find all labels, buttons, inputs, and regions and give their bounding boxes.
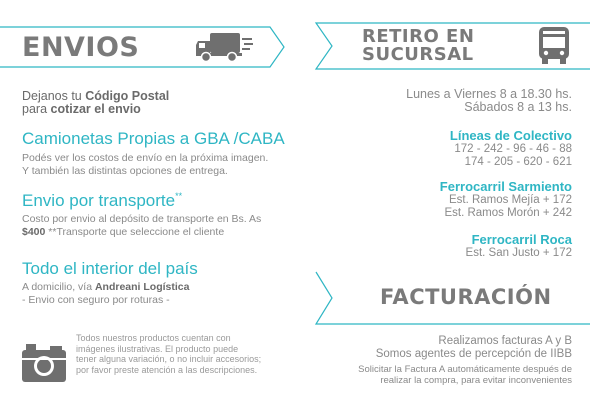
sarmiento-text xyxy=(444,194,572,220)
interior-line1-prefix: A domicilio, vía xyxy=(22,281,95,293)
hours-saturday: Sábados 8 a 13 hs. xyxy=(464,100,572,114)
bus-icon xyxy=(538,27,570,65)
retiro-title-line2: SUCURSAL xyxy=(362,44,474,65)
disclaimer-line4: por favor preste atención a las descripciones. xyxy=(76,364,258,375)
disclaimer-line3: tener alguna variación, o no incluir accesorios; xyxy=(76,354,262,364)
interior-heading: Todo el interior del país xyxy=(22,259,198,278)
envios-intro-line2 xyxy=(22,103,169,116)
transporte-price: $400 xyxy=(22,226,46,238)
facturacion-title: FACTURACIÓN xyxy=(380,285,552,309)
retiro-title xyxy=(362,28,474,64)
colectivo-heading: Líneas de Colectivo xyxy=(449,128,572,143)
interior-text xyxy=(22,281,189,307)
roca-heading: Ferrocarril Roca xyxy=(471,232,572,247)
disclaimer xyxy=(76,333,261,375)
transporte-line1: Costo por envio al depósito de transporte en Bs. As xyxy=(22,213,262,225)
transporte-line2-rest: **Transporte que seleccione el cliente xyxy=(45,226,225,238)
envios-title: ENVIOS xyxy=(22,32,140,63)
transporte-heading-mark: ** xyxy=(175,191,183,201)
hours-weekdays: Lunes a Viernes 8 a 18.30 hs. xyxy=(406,87,572,101)
facturacion-line1: Realizamos facturas A y B xyxy=(438,335,572,347)
facturacion-banner xyxy=(314,271,590,325)
intro-quote: cotizar el envio xyxy=(50,102,141,116)
roca-line1: Est. San Justo + 172 xyxy=(465,247,572,259)
facturacion-text xyxy=(376,335,572,361)
camera-icon xyxy=(22,344,66,382)
sarmiento-line2: Est. Ramos Morón + 242 xyxy=(444,207,572,219)
sarmiento-line1: Est. Ramos Mejía + 172 xyxy=(448,194,572,206)
gba-line2: Y también las distintas opciones de entrega. xyxy=(22,165,228,177)
truck-icon xyxy=(196,31,254,63)
envios-intro xyxy=(22,90,169,116)
transporte-text xyxy=(22,213,261,239)
sarmiento-heading: Ferrocarril Sarmiento xyxy=(439,179,572,194)
roca-text xyxy=(466,247,572,260)
retiro-title-line1: RETIRO EN xyxy=(362,26,475,47)
retiro-hours xyxy=(406,88,572,114)
gba-heading: Camionetas Propias a GBA /CABA xyxy=(22,129,285,148)
transporte-heading-text: Envio por transporte xyxy=(22,191,176,210)
envios-banner xyxy=(0,26,285,68)
transporte-heading xyxy=(22,191,182,211)
intro-line2-prefix: para xyxy=(22,102,51,116)
intro-line1-prefix: Dejanos tu xyxy=(22,89,86,103)
intro-postal-code: Código Postal xyxy=(85,89,170,103)
gba-line1: Podés ver los costos de envío en la próxima imagen. xyxy=(22,152,269,164)
facturacion-line4: realizar la compra, para evitar inconvenientes xyxy=(380,375,572,386)
transporte-line2 xyxy=(22,226,261,239)
interior-line1 xyxy=(22,281,189,294)
interior-carrier: Andreani Logística xyxy=(94,281,190,293)
colectivo-line2: 174 - 205 - 620 - 621 xyxy=(464,156,572,168)
disclaimer-line2: imágenes ilustrativas. El producto puede xyxy=(76,343,239,354)
colectivo-text xyxy=(454,143,572,169)
retiro-banner xyxy=(314,22,590,70)
gba-text xyxy=(22,152,268,178)
facturacion-line3: Solicitar la Factura A automáticamente después de xyxy=(358,364,572,375)
facturacion-line2: Somos agentes de percepción de IIBB xyxy=(375,348,572,360)
facturacion-note xyxy=(358,364,572,386)
interior-line2: - Envio con seguro por roturas - xyxy=(22,294,170,306)
colectivo-line1: 172 - 242 - 96 - 46 - 88 xyxy=(454,143,572,155)
disclaimer-line1: Todos nuestros productos cuentan con xyxy=(76,333,231,343)
